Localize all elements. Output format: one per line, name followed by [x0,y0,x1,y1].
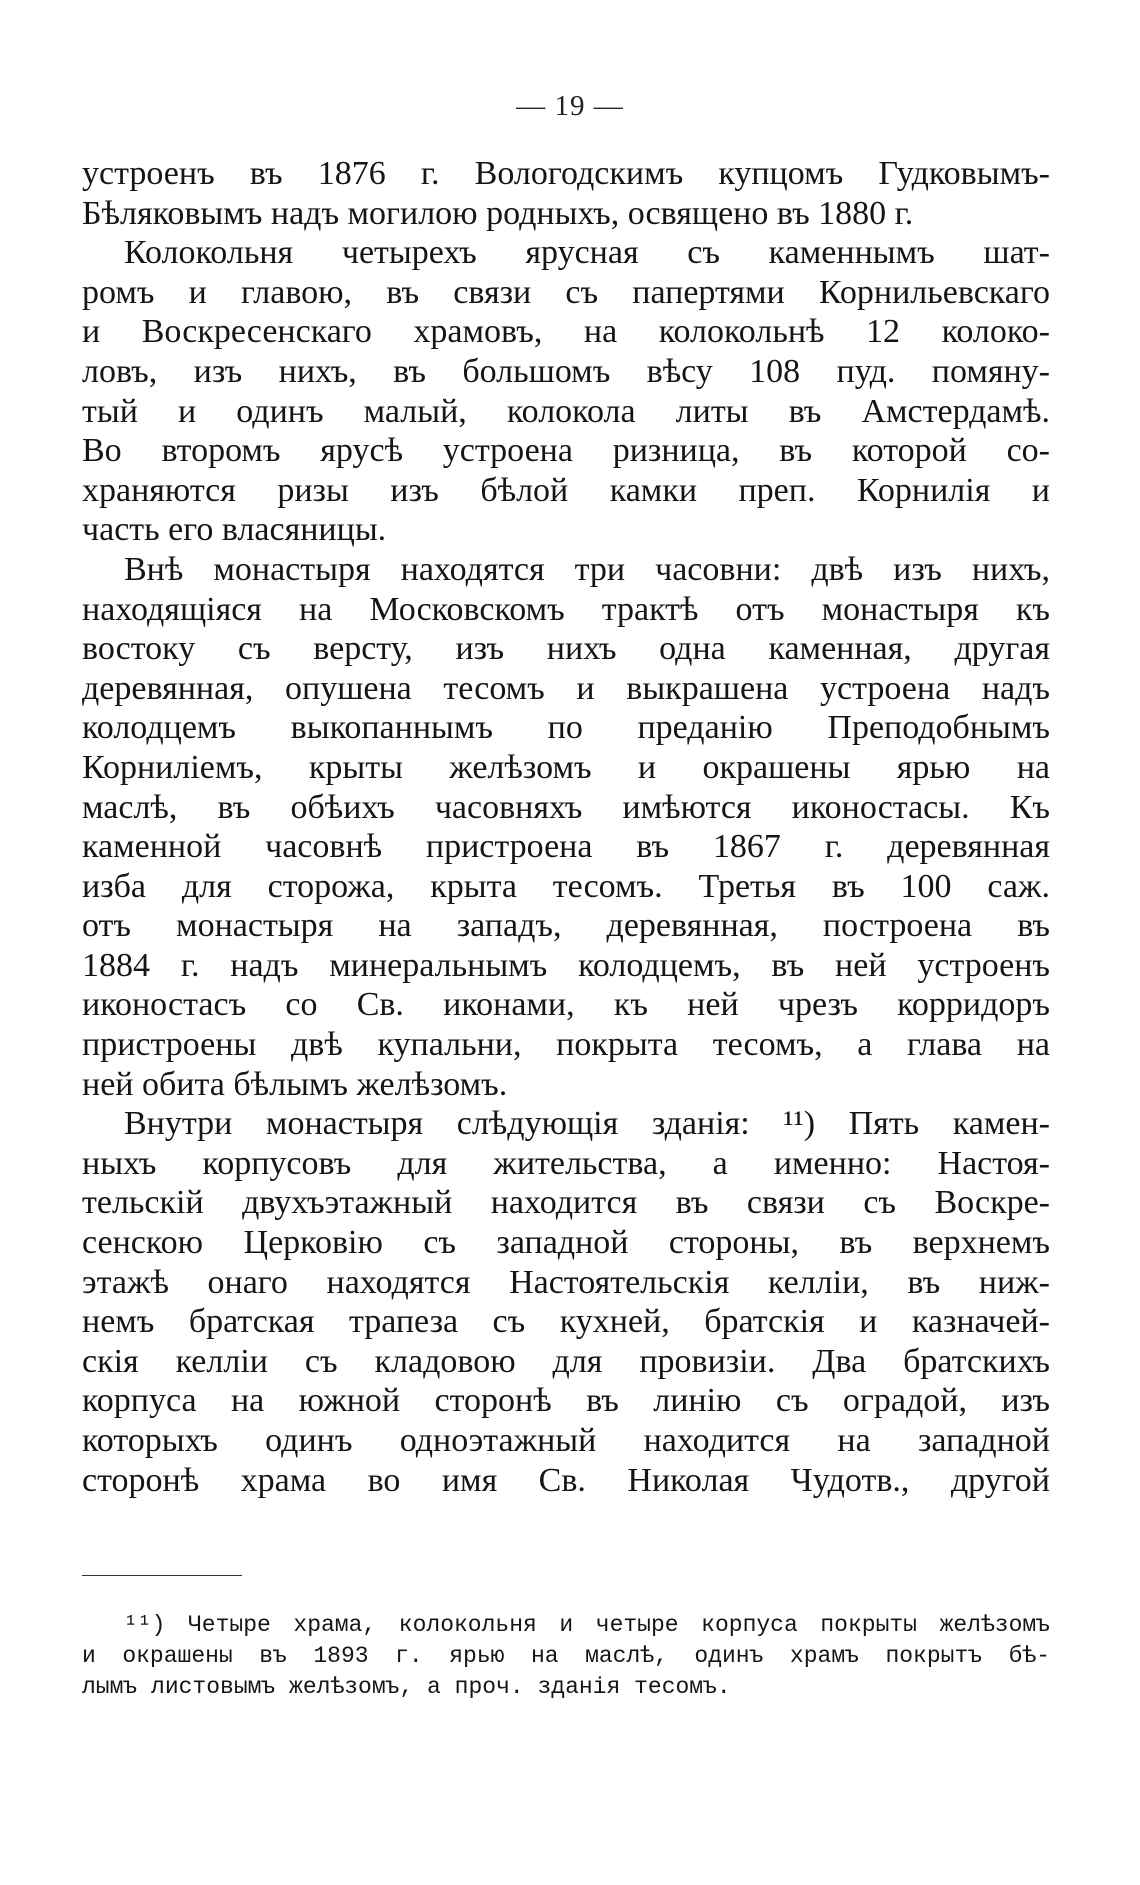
paragraph-start-line: Колокольня четырехъ ярусная съ каменнымъ шат- [124,234,1050,272]
text-line: корпуса на южной сторонѣ въ линію съ оградой, изъ [82,1382,1050,1420]
text-line: 1884 г. надъ минеральнымъ колодцемъ, въ ней устроенъ [82,946,1050,984]
text-line: отъ монастыря на западъ, деревянная, построена въ [82,907,1050,945]
text-line: скія келліи съ кладовою для провизіи. Два братскихъ [82,1342,1050,1380]
text-line: Во второмъ ярусѣ устроена ризница, въ которой со- [82,432,1050,470]
text-line: ныхъ корпусовъ для жительства, а именно: Настоя- [82,1144,1050,1182]
text-line: устроенъ въ 1876 г. Вологодскимъ купцомъ Гудковымъ- [82,155,1050,192]
text-line: и Воскресенскаго храмовъ, на колокольнѣ 12 колоко- [82,313,1050,351]
text-line: каменной часовнѣ пристроена въ 1867 г. деревянная [82,828,1050,866]
text-line: ней обита бѣлымъ желѣзомъ. [82,1065,508,1103]
text-line: этажѣ онаго находятся Настоятельскія келліи, въ ниж- [82,1263,1050,1301]
text-line: ромъ и главою, въ связи съ папертями Корнильевскаго [82,273,1050,311]
footnote-line: и окрашены въ 1893 г. ярью на маслѣ, одинъ храмъ покрытъ бѣ- [82,1643,1050,1669]
text-line: иконостасъ со Св. иконами, къ ней чрезъ корридоръ [82,986,1050,1024]
text-line: колодцемъ выкопаннымъ по преданію Преподобнымъ [82,709,1050,747]
footnote-divider [82,1575,242,1576]
text-line: деревянная, опушена тесомъ и выкрашена устроена надъ [82,669,1050,707]
text-line: тый и одинъ малый, колокола литы въ Амстердамѣ. [82,392,1050,430]
footnote-line: лымъ листовымъ желѣзомъ, а проч. зданія тесомъ. [82,1674,731,1700]
footnote [82,1610,1050,1703]
footnote-line: ¹¹) Четыре храма, колокольня и четыре корпуса покрыты желѣзомъ [124,1612,1050,1638]
text-line: немъ братская трапеза съ кухней, братскія и казначей- [82,1303,1050,1341]
text-line: ловъ, изъ нихъ, въ большомъ вѣсу 108 пуд. помяну- [82,352,1050,390]
text-line: востоку съ версту, изъ нихъ одна каменная, другая [82,630,1050,668]
text-line: Корниліемъ, крыты желѣзомъ и окрашены ярью на [82,748,1050,786]
body-text [82,154,1050,1500]
text-line: сенскою Церковію съ западной стороны, въ верхнемъ [82,1224,1050,1262]
paragraph-start-line: Внутри монастыря слѣдующія зданія: ¹¹) Пять камен- [124,1105,1050,1143]
text-line: храняются ризы изъ бѣлой камки преп. Корнилія и [82,471,1050,509]
text-line: сторонѣ храма во имя Св. Николая Чудотв., другой [82,1461,1050,1499]
text-line: часть его власяницы. [82,511,387,549]
text-line: Бѣляковымъ надъ могилою родныхъ, освящено въ 1880 г. [82,194,914,232]
text-line: пристроены двѣ купальни, покрыта тесомъ, а глава на [82,1026,1050,1064]
text-line: маслѣ, въ обѣихъ часовняхъ имѣются иконостасы. Къ [82,788,1050,826]
text-line: тельскій двухъэтажный находится въ связи съ Воскре- [82,1184,1050,1222]
page-number: — 19 — [516,90,624,122]
paragraph-start-line: Внѣ монастыря находятся три часовни: двѣ изъ нихъ, [124,550,1050,588]
text-line: которыхъ одинъ одноэтажный находится на западной [82,1422,1050,1459]
text-line: изба для сторожа, крыта тесомъ. Третья въ 100 саж. [82,867,1050,905]
text-line: находящіяся на Московскомъ трактѣ отъ монастыря къ [82,590,1050,628]
